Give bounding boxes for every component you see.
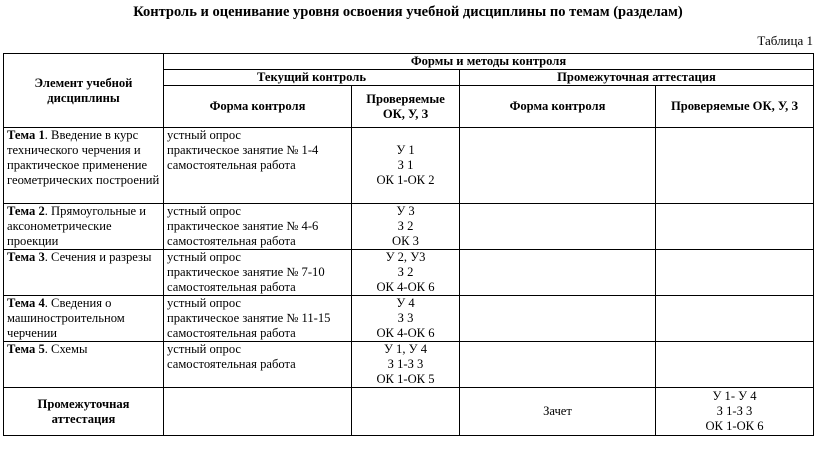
checked-cell: У 2, У3 З 2 ОК 4-ОК 6: [352, 250, 460, 296]
empty-cell: [656, 128, 814, 204]
table-row-final: [4, 388, 814, 436]
empty-cell: [352, 388, 460, 436]
header-checked-intermediate: Проверяемые ОК, У, З: [656, 86, 814, 128]
checked-cell: У 3 З 2 ОК 3: [352, 204, 460, 250]
forms-cell: устный опрос практическое занятие № 7-10 самостоятельная работа: [164, 250, 352, 296]
forms-cell: устный опрос практическое занятие № 11-15 самостоятельная работа: [164, 296, 352, 342]
forms-cell: устный опрос практическое занятие № 4-6 самостоятельная работа: [164, 204, 352, 250]
topic-cell: Тема 5. Схемы: [4, 342, 164, 388]
empty-cell: [656, 250, 814, 296]
empty-cell: [460, 296, 656, 342]
topic-cell: Тема 2. Прямоугольные и аксонометрические проекции: [4, 204, 164, 250]
table-row: [4, 296, 814, 342]
empty-cell: [460, 128, 656, 204]
table-row: [4, 342, 814, 388]
header-current-control: Текущий контроль: [164, 70, 460, 86]
empty-cell: [656, 204, 814, 250]
empty-cell: [460, 204, 656, 250]
final-form: Зачет: [460, 388, 656, 436]
final-label: Промежуточная аттестация: [4, 388, 164, 436]
topic-cell: Тема 4. Сведения о машиностроительном черчении: [4, 296, 164, 342]
checked-cell: У 1, У 4 З 1-З 3 ОК 1-ОК 5: [352, 342, 460, 388]
control-table: [3, 53, 814, 436]
topic-cell: Тема 3. Сечения и разрезы: [4, 250, 164, 296]
table-label: Таблица 1: [757, 33, 813, 48]
header-intermediate: Промежуточная аттестация: [460, 70, 814, 86]
final-checked: У 1- У 4 З 1-З 3 ОК 1-ОК 6: [656, 388, 814, 436]
empty-cell: [656, 296, 814, 342]
document-title: Контроль и оценивание уровня освоения учебной дисциплины по темам (разделам): [133, 4, 683, 20]
checked-cell: У 1 З 1 ОК 1-ОК 2: [352, 128, 460, 204]
forms-cell: устный опрос самостоятельная работа: [164, 342, 352, 388]
table-row: [4, 204, 814, 250]
header-form-current: Форма контроля: [164, 86, 352, 128]
forms-cell: устный опрос практическое занятие № 1-4 самостоятельная работа: [164, 128, 352, 204]
empty-cell: [656, 342, 814, 388]
checked-cell: У 4 З 3 ОК 4-ОК 6: [352, 296, 460, 342]
empty-cell: [460, 250, 656, 296]
header-checked-current: Проверяемые ОК, У, З: [352, 86, 460, 128]
table-row: [4, 250, 814, 296]
topic-cell: Тема 1. Введение в курс технического черчения и практическое применение геометрических построений: [4, 128, 164, 204]
table-row: [4, 128, 814, 204]
empty-cell: [460, 342, 656, 388]
header-forms-methods: Формы и методы контроля: [164, 54, 814, 70]
empty-cell: [164, 388, 352, 436]
header-form-intermediate: Форма контроля: [460, 86, 656, 128]
header-element: Элемент учебной дисциплины: [4, 54, 164, 128]
